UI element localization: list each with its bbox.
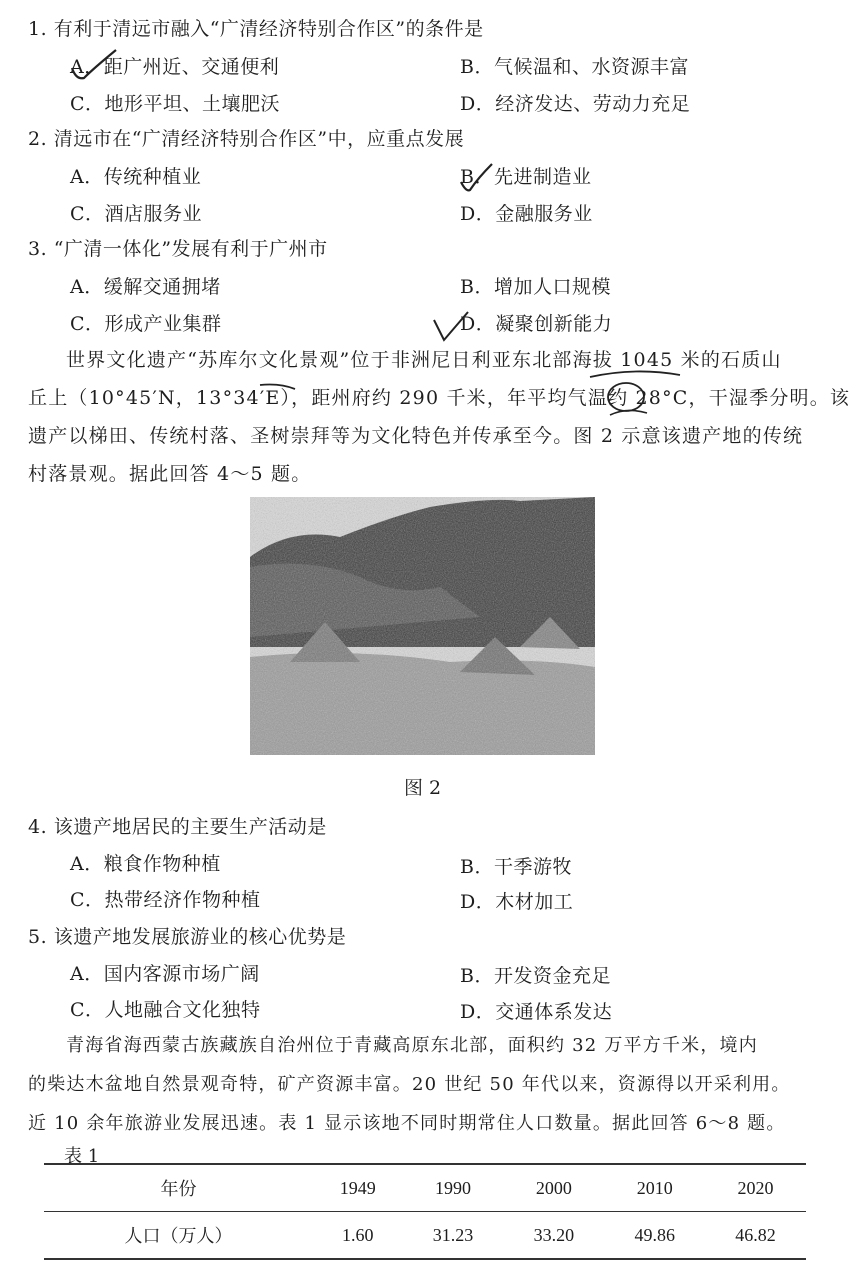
village-landscape-photo <box>250 497 595 755</box>
question-1-option-a[interactable]: A．距广州近、交通便利 <box>70 56 280 78</box>
question-4-option-b[interactable]: B．干季游牧 <box>460 856 572 878</box>
question-text: “广清一体化”发展有利于广州市 <box>53 238 328 260</box>
question-4-option-a[interactable]: A．粮食作物种植 <box>70 853 221 875</box>
question-number: 5. <box>28 926 48 948</box>
question-text: 清远市在“广清经济特别合作区”中，应重点发展 <box>53 128 465 150</box>
figure-caption: 图 2 <box>404 777 442 799</box>
table-cell: 49.86 <box>604 1212 705 1260</box>
question-1-option-b[interactable]: B．气候温和、水资源丰富 <box>460 56 689 78</box>
passage-haixi-line-2: 的柴达木盆地自然景观奇特，矿产资源丰富。20 世纪 50 年代以来，资源得以开采利用。 <box>28 1074 791 1095</box>
header-cell: 2000 <box>503 1164 604 1212</box>
question-text: 有利于清远市融入“广清经济特别合作区”的条件是 <box>53 18 484 40</box>
question-5-stem <box>28 922 346 949</box>
question-5-option-c[interactable]: C．人地融合文化独特 <box>70 999 261 1021</box>
question-4-option-c[interactable]: C．热带经济作物种植 <box>70 889 261 911</box>
table-cell: 人口（万人） <box>44 1212 313 1260</box>
header-cell: 1949 <box>313 1164 403 1212</box>
table-cell: 31.23 <box>403 1212 504 1260</box>
table-title: 表 1 <box>64 1146 100 1167</box>
table-cell: 33.20 <box>503 1212 604 1260</box>
question-2-option-d[interactable]: D．金融服务业 <box>460 203 593 225</box>
question-1-option-d[interactable]: D．经济发达、劳动力充足 <box>460 93 691 115</box>
question-1-option-c[interactable]: C．地形平坦、土壤肥沃 <box>70 93 281 115</box>
question-4-stem <box>28 812 327 839</box>
question-5-option-a[interactable]: A．国内客源市场广阔 <box>70 963 260 985</box>
passage-haixi-line-3: 近 10 余年旅游业发展迅速。表 1 显示该地不同时期常住人口数量。据此回答 6～8 题。 <box>28 1113 786 1134</box>
question-number: 3. <box>28 238 48 260</box>
question-text: 该遗产地发展旅游业的核心优势是 <box>53 926 347 948</box>
question-2-option-a[interactable]: A．传统种植业 <box>70 166 202 188</box>
table-row <box>44 1212 806 1260</box>
table-header-row <box>44 1164 806 1212</box>
passage-sukur-line-4: 村落景观。据此回答 4～5 题。 <box>28 463 312 485</box>
question-3-stem <box>28 234 328 261</box>
header-cell: 2010 <box>604 1164 705 1212</box>
question-number: 2. <box>28 128 48 150</box>
question-text: 该遗产地居民的主要生产活动是 <box>53 816 327 838</box>
question-2-option-b[interactable]: B．先进制造业 <box>460 166 592 188</box>
question-5-option-d[interactable]: D．交通体系发达 <box>460 1001 613 1023</box>
question-3-option-c[interactable]: C．形成产业集群 <box>70 313 222 335</box>
passage-sukur-line-1: 世界文化遗产“苏库尔文化景观”位于非洲尼日利亚东北部海拔 1045 米的石质山 <box>66 349 782 371</box>
question-3-option-d[interactable]: D．凝聚创新能力 <box>460 313 613 335</box>
question-1-stem <box>28 14 484 41</box>
header-cell: 年份 <box>44 1164 313 1212</box>
table-cell: 46.82 <box>705 1212 806 1260</box>
question-5-option-b[interactable]: B．开发资金充足 <box>460 965 611 987</box>
question-number: 4. <box>28 816 48 838</box>
header-cell: 1990 <box>403 1164 504 1212</box>
passage-haixi-line-1: 青海省海西蒙古族藏族自治州位于青藏高原东北部，面积约 32 万平方千米，境内 <box>66 1035 758 1056</box>
population-table <box>44 1163 806 1260</box>
passage-sukur-line-2: 丘上（10°45′N，13°34′E），距州府约 290 千米，年平均气温约 28°C，干湿季分明。该 <box>28 387 851 409</box>
question-4-option-d[interactable]: D．木材加工 <box>460 891 574 913</box>
question-3-option-b[interactable]: B．增加人口规模 <box>460 276 611 298</box>
question-2-option-c[interactable]: C．酒店服务业 <box>70 203 203 225</box>
passage-sukur-line-3: 遗产以梯田、传统村落、圣树崇拜等为文化特色并传承至今。图 2 示意该遗产地的传统 <box>28 425 804 447</box>
question-3-option-a[interactable]: A．缓解交通拥堵 <box>70 276 221 298</box>
question-number: 1. <box>28 18 48 40</box>
table-cell: 1.60 <box>313 1212 403 1260</box>
header-cell: 2020 <box>705 1164 806 1212</box>
question-2-stem <box>28 124 464 151</box>
